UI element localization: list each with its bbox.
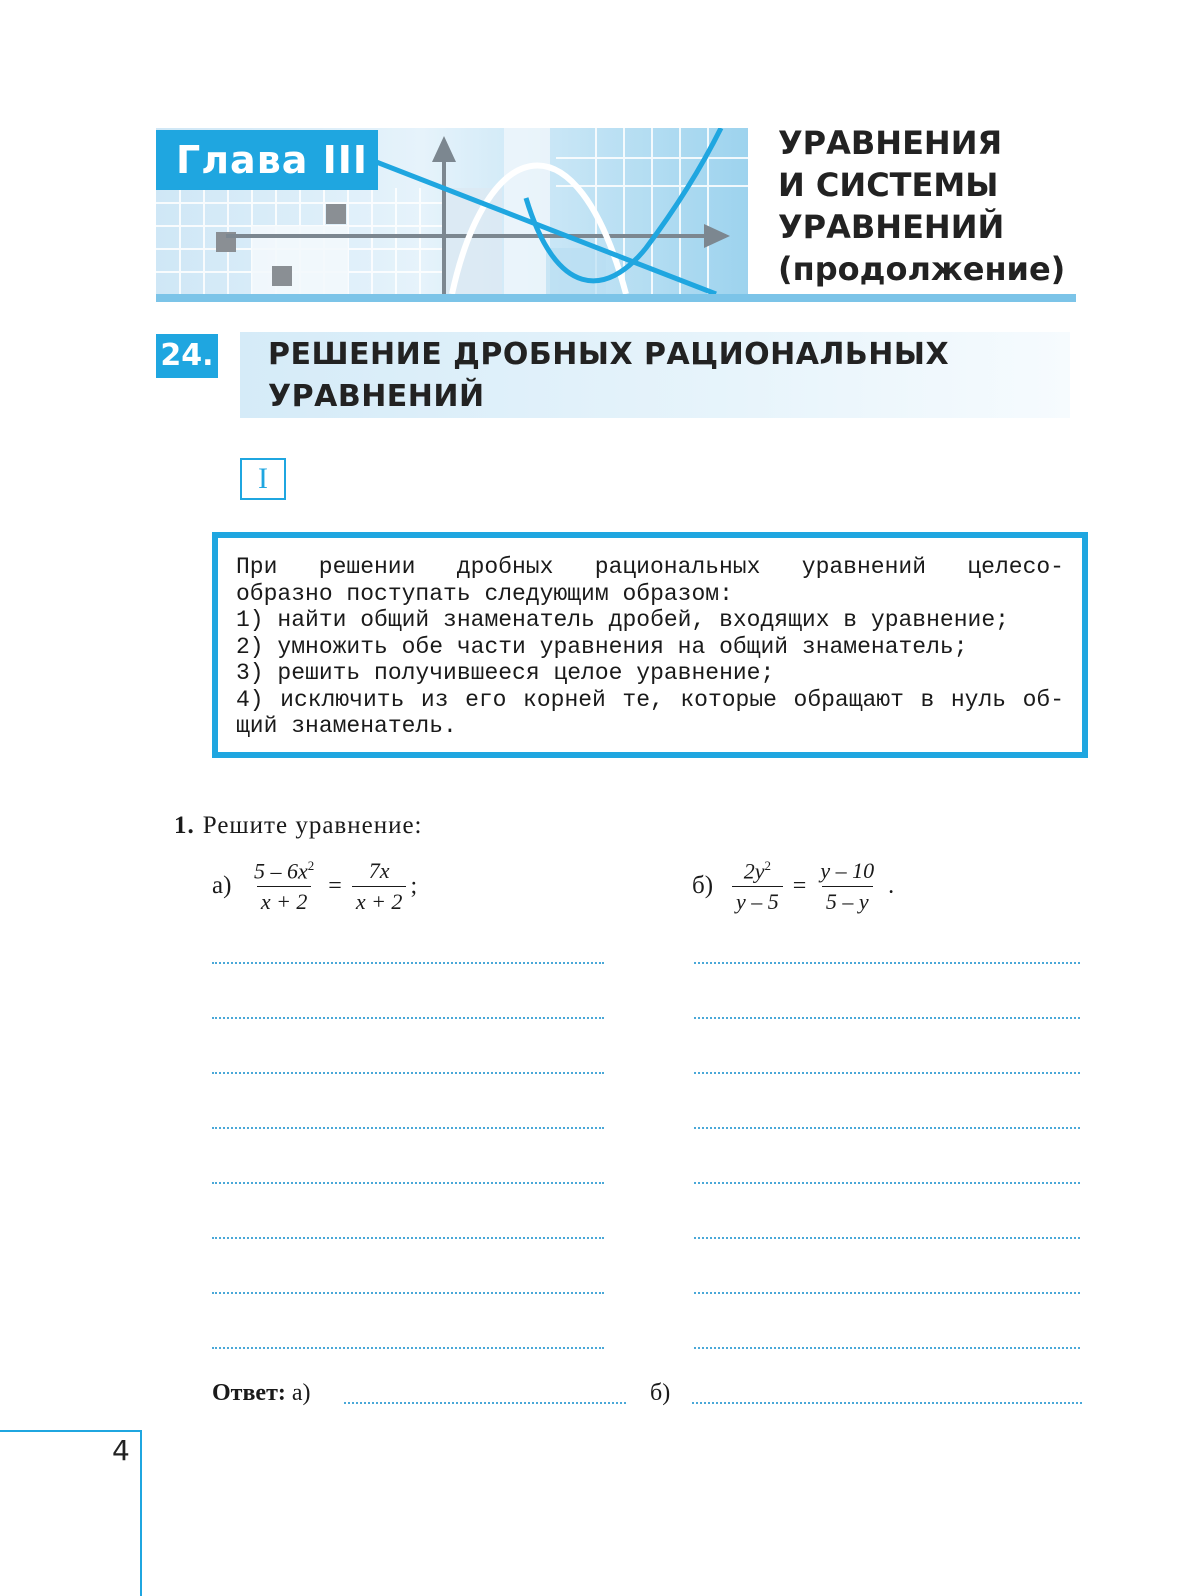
answer-label: Ответ: <box>212 1380 286 1406</box>
fraction <box>816 858 878 915</box>
answer-writing-line[interactable] <box>694 962 1080 964</box>
banner-underline <box>156 294 1076 302</box>
page-corner-rule <box>0 1430 142 1432</box>
rule-line: образно поступать следующим образом: <box>236 580 733 607</box>
answer-b-label: б) <box>650 1380 671 1406</box>
chapter-title <box>778 122 1078 290</box>
rule-line: 3) решить получившееся целое уравнение; <box>236 660 775 686</box>
equation-b <box>732 858 894 915</box>
answer-writing-line[interactable] <box>212 1182 604 1184</box>
rule-line: При решении дробных рациональных уравнений целесо- <box>236 554 1064 580</box>
punctuation: . <box>888 873 895 900</box>
answer-a-label: а) <box>291 1380 311 1406</box>
answer-writing-line[interactable] <box>212 962 604 964</box>
chapter-title-line: УРАВНЕНИЙ <box>778 208 1005 246</box>
answer-writing-line[interactable] <box>694 1347 1080 1349</box>
equation-a <box>250 858 417 915</box>
section-title-line: РЕШЕНИЕ ДРОБНЫХ РАЦИОНАЛЬНЫХ <box>268 337 950 372</box>
rule-line: 1) найти общий знаменатель дробей, входящих в уравнение; <box>236 607 1009 633</box>
rule-line: щий знаменатель. <box>236 713 457 739</box>
answer-writing-line[interactable] <box>694 1017 1080 1019</box>
denominator: x + 2 <box>257 886 312 915</box>
task-prompt: Решите уравнение: <box>202 812 423 839</box>
answer-writing-line[interactable] <box>212 1072 604 1074</box>
numerator: $2y^2$ <box>743 858 772 884</box>
chapter-title-line: УРАВНЕНИЯ <box>778 124 1003 162</box>
answer-writing-line[interactable] <box>694 1182 1080 1184</box>
answer-writing-line[interactable] <box>212 1127 604 1129</box>
rule-box <box>212 532 1088 758</box>
answer-writing-line[interactable] <box>212 1237 604 1239</box>
section-title-line: УРАВНЕНИЙ <box>268 379 485 414</box>
page-number: 4 <box>112 1434 130 1467</box>
part-b-label: б) <box>692 872 714 899</box>
numerator: 7x <box>368 858 390 884</box>
section-number: 24. <box>156 334 218 378</box>
rule-line: 4) исключить из его корней те, которые обращают в нуль об- <box>236 686 1064 713</box>
answer-writing-line[interactable] <box>212 1017 604 1019</box>
equals-sign: = <box>792 873 807 900</box>
numerator: $5 - 6x^2$ <box>254 858 315 884</box>
section-title <box>268 334 1058 418</box>
chapter-title-line: И СИСТЕМЫ <box>778 166 999 204</box>
punctuation: ; <box>410 873 418 900</box>
answer-b-line[interactable] <box>692 1402 1082 1404</box>
task-number: 1. <box>174 812 195 839</box>
answer-writing-line[interactable] <box>212 1292 604 1294</box>
denominator: y – 5 <box>732 886 783 915</box>
denominator: 5 – y <box>822 886 873 915</box>
rule-line: 2) умножить обе части уравнения на общий знаменатель; <box>236 633 968 660</box>
numerator: y – 10 <box>820 858 875 884</box>
answer-writing-line[interactable] <box>694 1292 1080 1294</box>
answer-row <box>212 1380 311 1407</box>
fraction <box>250 858 318 915</box>
part-a-label: а) <box>212 872 232 899</box>
task-heading <box>174 812 423 840</box>
chapter-title-line: (продолжение) <box>778 250 1066 288</box>
fraction <box>352 858 407 915</box>
page-corner-rule <box>140 1430 142 1596</box>
answer-a-line[interactable] <box>344 1402 626 1404</box>
answer-writing-line[interactable] <box>694 1127 1080 1129</box>
chapter-label: Глава III <box>156 130 378 190</box>
fraction <box>732 858 783 915</box>
equals-sign: = <box>328 873 342 900</box>
answer-writing-line[interactable] <box>694 1237 1080 1239</box>
answer-writing-line[interactable] <box>212 1347 604 1349</box>
denominator: x + 2 <box>352 886 407 915</box>
answer-writing-line[interactable] <box>694 1072 1080 1074</box>
level-mark: I <box>240 458 286 500</box>
